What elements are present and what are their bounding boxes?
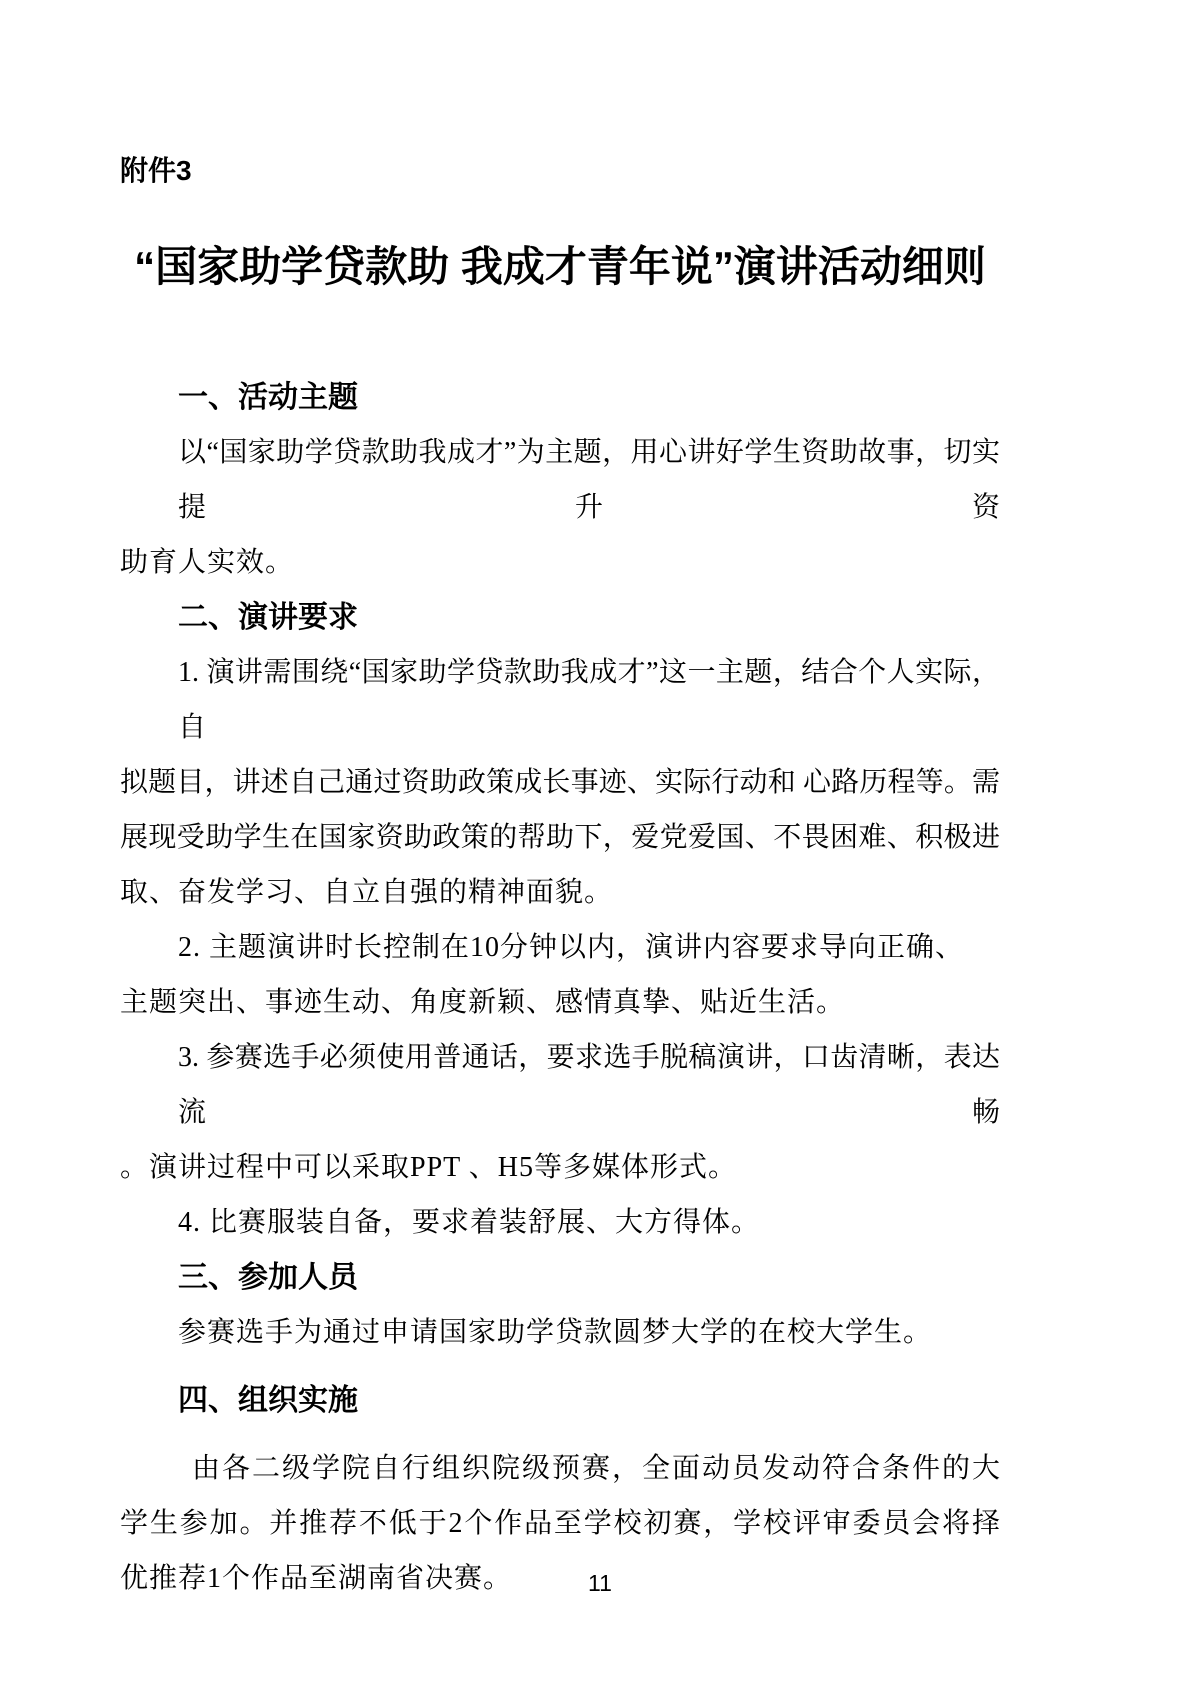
text-line: 由各二级学院自行组织院级预赛，全面动员发动符合条件的大 [192,1453,1000,1484]
text-line: 主题突出、事迹生动、角度新颖、感情真挚、贴近生活。 [120,987,846,1018]
section-heading: 三、参加人员 [178,1261,358,1294]
text-line: 参赛选手为通过申请国家助学贷款圆梦大学的在校大学生。 [178,1317,933,1348]
page-title: “国家助学贷款助 我成才青年说”演讲活动细则 [134,243,986,290]
document-body [120,370,1000,1606]
page-number: 11 [588,1570,612,1596]
section-heading: 二、演讲要求 [178,601,358,634]
section-heading: 四、组织实施 [178,1384,358,1417]
text-line: 2. 主题演讲时长控制在10分钟以内，演讲内容要求导向正确、 [178,932,965,963]
text-line: 展现受助学生在国家资助政策的帮助下，爱党爱国、不畏困难、积极进 [120,822,1000,853]
text-line: 3. 参赛选手必须使用普通话，要求选手脱稿演讲，口齿清晰，表达流畅 [178,1042,1000,1128]
text-line: 4. 比赛服装自备，要求着装舒展、大方得体。 [178,1207,761,1238]
text-line: 1. 演讲需围绕“国家助学贷款助我成才”这一主题，结合个人实际，自 [178,657,1000,743]
text-line: 以“国家助学贷款助我成才”为主题，用心讲好学生资助故事，切实提升资 [178,437,1000,523]
text-line: 取、奋发学习、自立自强的精神面貌。 [120,877,614,908]
text-line: 优推荐1个作品至湖南省决赛。 [120,1563,513,1594]
text-line: 助育人实效。 [120,547,295,578]
section-heading: 一、活动主题 [178,381,358,414]
text-line: 。演讲过程中可以采取PPT 、H5等多媒体形式。 [120,1152,737,1183]
text-line: 学生参加。并推荐不低于2个作品至学校初赛，学校评审委员会将择 [120,1508,1000,1539]
attachment-label: 附件3 [120,155,192,186]
text-line: 拟题目，讲述自己通过资助政策成长事迹、实际行动和 心路历程等。需 [120,767,1000,798]
